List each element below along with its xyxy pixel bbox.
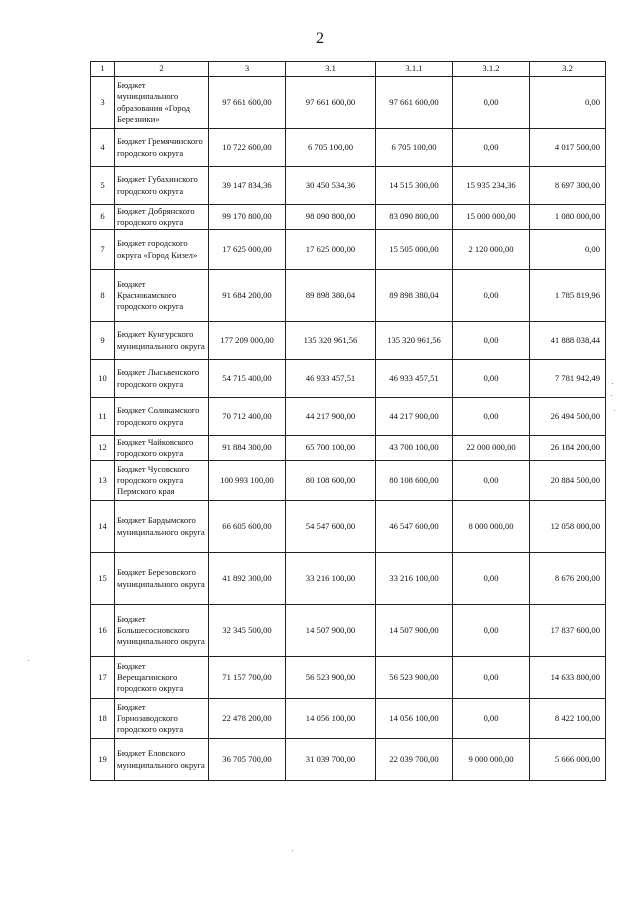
amount-cell: 14 056 100,00: [286, 699, 376, 739]
col-header: 1: [91, 62, 115, 77]
table-row: [91, 77, 606, 129]
table-row: [91, 167, 606, 205]
budget-name: Бюджет Еловского муниципального округа: [115, 739, 209, 781]
amount-cell: 6 705 100,00: [286, 129, 376, 167]
budget-name: Бюджет Краснокамского городского округа: [115, 270, 209, 322]
amount-cell: 5 666 000,00: [530, 739, 606, 781]
budget-table: [90, 61, 606, 781]
table-row: [91, 322, 606, 360]
scan-speck: [612, 383, 613, 384]
row-number: 12: [91, 436, 115, 461]
budget-name: Бюджет Чайковского городского округа: [115, 436, 209, 461]
amount-cell: 32 345 500,00: [209, 605, 286, 657]
row-number: 17: [91, 657, 115, 699]
budget-name: Бюджет Чусовского городского округа Пермского края: [115, 461, 209, 501]
amount-cell: 97 661 600,00: [376, 77, 453, 129]
col-header: 3.2: [530, 62, 606, 77]
amount-cell: 0,00: [453, 270, 530, 322]
amount-cell: 0,00: [530, 77, 606, 129]
amount-cell: 26 494 500,00: [530, 398, 606, 436]
amount-cell: 14 633 800,00: [530, 657, 606, 699]
amount-cell: 44 217 900,00: [286, 398, 376, 436]
budget-name: Бюджет Кунгурского муниципального округа: [115, 322, 209, 360]
row-number: 7: [91, 230, 115, 270]
amount-cell: 54 715 400,00: [209, 360, 286, 398]
amount-cell: 0,00: [453, 553, 530, 605]
table-row: [91, 129, 606, 167]
amount-cell: 22 478 200,00: [209, 699, 286, 739]
table-row: [91, 657, 606, 699]
scan-speck: [614, 410, 615, 411]
col-header: 3.1: [286, 62, 376, 77]
amount-cell: 0,00: [453, 605, 530, 657]
amount-cell: 4 017 500,00: [530, 129, 606, 167]
table-row: [91, 230, 606, 270]
row-number: 10: [91, 360, 115, 398]
amount-cell: 8 422 100,00: [530, 699, 606, 739]
amount-cell: 177 209 000,00: [209, 322, 286, 360]
table-row: [91, 739, 606, 781]
amount-cell: 10 722 600,00: [209, 129, 286, 167]
amount-cell: 33 216 100,00: [376, 553, 453, 605]
row-number: 18: [91, 699, 115, 739]
amount-cell: 97 661 600,00: [209, 77, 286, 129]
amount-cell: 0,00: [453, 77, 530, 129]
table-row: [91, 605, 606, 657]
budget-name: Бюджет Большесосновского муниципального округа: [115, 605, 209, 657]
amount-cell: 14 507 900,00: [286, 605, 376, 657]
amount-cell: 46 547 600,00: [376, 501, 453, 553]
amount-cell: 100 993 100,00: [209, 461, 286, 501]
amount-cell: 135 320 961,56: [376, 322, 453, 360]
table-row: [91, 553, 606, 605]
amount-cell: 89 898 380,04: [376, 270, 453, 322]
row-number: 8: [91, 270, 115, 322]
amount-cell: 15 505 000,00: [376, 230, 453, 270]
table-row: [91, 270, 606, 322]
amount-cell: 14 056 100,00: [376, 699, 453, 739]
amount-cell: 26 184 200,00: [530, 436, 606, 461]
amount-cell: 89 898 380,04: [286, 270, 376, 322]
budget-name: Бюджет Березовского муниципального округа: [115, 553, 209, 605]
amount-cell: 14 515 300,00: [376, 167, 453, 205]
amount-cell: 46 933 457,51: [286, 360, 376, 398]
budget-name: Бюджет Гремячинского городского округа: [115, 129, 209, 167]
amount-cell: 31 039 700,00: [286, 739, 376, 781]
amount-cell: 99 170 800,00: [209, 205, 286, 230]
table-row: [91, 205, 606, 230]
amount-cell: 46 933 457,51: [376, 360, 453, 398]
amount-cell: 14 507 900,00: [376, 605, 453, 657]
amount-cell: 135 320 961,56: [286, 322, 376, 360]
amount-cell: 0,00: [453, 657, 530, 699]
amount-cell: 22 039 700,00: [376, 739, 453, 781]
amount-cell: 12 058 000,00: [530, 501, 606, 553]
amount-cell: 17 625 000,00: [286, 230, 376, 270]
amount-cell: 8 000 000,00: [453, 501, 530, 553]
page-number: 2: [316, 30, 324, 47]
amount-cell: 0,00: [453, 699, 530, 739]
budget-name: Бюджет Бардымского муниципального округа: [115, 501, 209, 553]
budget-name: Бюджет городского округа «Город Кизел»: [115, 230, 209, 270]
amount-cell: 0,00: [453, 461, 530, 501]
amount-cell: 33 216 100,00: [286, 553, 376, 605]
table-row: [91, 398, 606, 436]
budget-name: Бюджет Губахинского городского округа: [115, 167, 209, 205]
budget-name: Бюджет Лысьвенского городского округа: [115, 360, 209, 398]
amount-cell: 0,00: [453, 322, 530, 360]
amount-cell: 0,00: [530, 230, 606, 270]
col-header: 3.1.1: [376, 62, 453, 77]
amount-cell: 44 217 900,00: [376, 398, 453, 436]
amount-cell: 22 000 000,00: [453, 436, 530, 461]
amount-cell: 0,00: [453, 129, 530, 167]
amount-cell: 97 661 600,00: [286, 77, 376, 129]
header-row: [91, 62, 606, 77]
row-number: 11: [91, 398, 115, 436]
amount-cell: 54 547 600,00: [286, 501, 376, 553]
amount-cell: 80 108 600,00: [286, 461, 376, 501]
amount-cell: 41 892 300,00: [209, 553, 286, 605]
amount-cell: 39 147 834,36: [209, 167, 286, 205]
amount-cell: 7 781 942,49: [530, 360, 606, 398]
amount-cell: 8 676 200,00: [530, 553, 606, 605]
table-row: [91, 699, 606, 739]
amount-cell: 36 705 700,00: [209, 739, 286, 781]
budget-name: Бюджет Горнозаводского городского округа: [115, 699, 209, 739]
row-number: 9: [91, 322, 115, 360]
table-row: [91, 360, 606, 398]
table-row: [91, 436, 606, 461]
amount-cell: 91 884 300,00: [209, 436, 286, 461]
row-number: 15: [91, 553, 115, 605]
amount-cell: 91 684 200,00: [209, 270, 286, 322]
amount-cell: 71 157 700,00: [209, 657, 286, 699]
amount-cell: 80 108 600,00: [376, 461, 453, 501]
scan-speck: [28, 660, 29, 661]
row-number: 5: [91, 167, 115, 205]
amount-cell: 15 000 000,00: [453, 205, 530, 230]
amount-cell: 98 090 800,00: [286, 205, 376, 230]
amount-cell: 30 450 534,36: [286, 167, 376, 205]
amount-cell: 1 080 000,00: [530, 205, 606, 230]
amount-cell: 0,00: [453, 360, 530, 398]
row-number: 3: [91, 77, 115, 129]
amount-cell: 70 712 400,00: [209, 398, 286, 436]
budget-name: Бюджет муниципального образования «Город Березники»: [115, 77, 209, 129]
col-header: 2: [115, 62, 209, 77]
amount-cell: 20 884 500,00: [530, 461, 606, 501]
scan-speck: [292, 850, 293, 851]
amount-cell: 9 000 000,00: [453, 739, 530, 781]
col-header: 3: [209, 62, 286, 77]
amount-cell: 8 697 300,00: [530, 167, 606, 205]
row-number: 19: [91, 739, 115, 781]
table-row: [91, 501, 606, 553]
amount-cell: 0,00: [453, 398, 530, 436]
scan-speck: [611, 395, 612, 396]
row-number: 13: [91, 461, 115, 501]
amount-cell: 17 625 000,00: [209, 230, 286, 270]
table-row: [91, 461, 606, 501]
amount-cell: 56 523 900,00: [376, 657, 453, 699]
budget-name: Бюджет Соликамского городского округа: [115, 398, 209, 436]
amount-cell: 41 888 038,44: [530, 322, 606, 360]
amount-cell: 6 705 100,00: [376, 129, 453, 167]
col-header: 3.1.2: [453, 62, 530, 77]
amount-cell: 56 523 900,00: [286, 657, 376, 699]
amount-cell: 83 090 800,00: [376, 205, 453, 230]
row-number: 14: [91, 501, 115, 553]
amount-cell: 1 785 819,96: [530, 270, 606, 322]
row-number: 6: [91, 205, 115, 230]
amount-cell: 15 935 234,36: [453, 167, 530, 205]
amount-cell: 17 837 600,00: [530, 605, 606, 657]
amount-cell: 66 605 600,00: [209, 501, 286, 553]
amount-cell: 2 120 000,00: [453, 230, 530, 270]
row-number: 16: [91, 605, 115, 657]
amount-cell: 43 700 100,00: [376, 436, 453, 461]
budget-name: Бюджет Верещагинского городского округа: [115, 657, 209, 699]
amount-cell: 65 700 100,00: [286, 436, 376, 461]
row-number: 4: [91, 129, 115, 167]
budget-name: Бюджет Добрянского городского округа: [115, 205, 209, 230]
